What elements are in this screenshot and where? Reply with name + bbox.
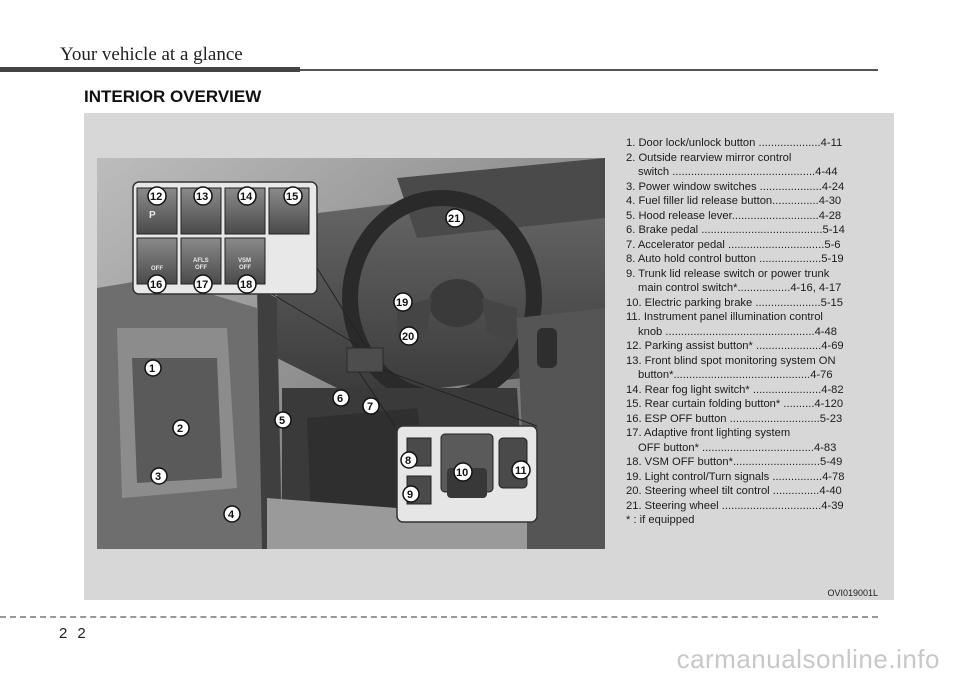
legend-item: 16. ESP OFF button .............................5-23 [626, 412, 843, 425]
header-rule [0, 67, 300, 72]
legend-item: 10. Electric parking brake .....................5-15 [626, 296, 844, 309]
callout-4 [224, 506, 240, 522]
legend-item: 21. Steering wheel ................................4-39 [626, 499, 844, 512]
callout-1 [145, 360, 161, 376]
svg-text:6: 6 [337, 393, 344, 405]
page-number: 22 [59, 625, 96, 642]
legend-item: 20. Steering wheel tilt control ...............4-40 [626, 485, 842, 497]
svg-text:16: 16 [150, 279, 163, 291]
legend-item-continuation: main control switch*.................4-16, 4-17 [638, 282, 842, 294]
svg-text:3: 3 [155, 471, 162, 483]
callout-18 [238, 275, 256, 293]
svg-text:13: 13 [196, 191, 209, 203]
callout-15 [284, 187, 302, 205]
callout-7 [363, 398, 379, 414]
callout-8 [401, 452, 417, 468]
parking-assist-label: P [149, 210, 156, 221]
svg-text:5: 5 [279, 415, 286, 427]
section-title: INTERIOR OVERVIEW [84, 87, 262, 106]
callout-14 [238, 187, 256, 205]
header-rule-thin [300, 69, 878, 71]
legend-item-continuation: knob ................................................4-48 [638, 325, 837, 338]
legend-item: 8. Auto hold control button ....................5-19 [626, 253, 844, 265]
header-title: Your vehicle at a glance [60, 44, 243, 65]
callout-11 [512, 461, 530, 479]
legend-item-continuation: OFF button* ....................................4-83 [638, 441, 837, 454]
legend-item: 1. Door lock/unlock button ....................4-11 [626, 137, 843, 149]
svg-text:9: 9 [407, 489, 414, 501]
callout-19 [394, 293, 412, 311]
legend-item-continuation: button*............................................4-76 [638, 369, 833, 381]
legend-item: 5. Hood release lever............................4-28 [626, 209, 842, 222]
svg-text:15: 15 [286, 191, 299, 203]
callout-6 [333, 390, 349, 406]
svg-text:20: 20 [402, 331, 415, 343]
callout-16 [148, 275, 166, 293]
interior-illustration [97, 158, 605, 549]
vsm-label-1: VSM [238, 258, 252, 264]
legend-item: 4. Fuel filler lid release button...............4-30 [626, 195, 842, 207]
legend-item: 15. Rear curtain folding button* ..........4-120 [626, 398, 844, 410]
legend-item: 14. Rear fog light switch* ......................4-82 [626, 383, 844, 396]
svg-text:17: 17 [196, 279, 209, 291]
svg-text:7: 7 [367, 401, 374, 413]
callout-3 [151, 468, 167, 484]
image-code: OVI019001L [827, 588, 878, 598]
callout-13 [194, 187, 212, 205]
svg-text:11: 11 [515, 465, 527, 477]
legend-item: 3. Power window switches ....................4-24 [626, 180, 845, 193]
legend-item: * : if equipped [626, 514, 695, 526]
legend-item: 13. Front blind spot monitoring system ON [626, 354, 836, 367]
svg-text:1: 1 [149, 363, 156, 375]
legend-item: 9. Trunk lid release switch or power trunk [626, 267, 830, 280]
legend-item: 17. Adaptive front lighting system [626, 427, 791, 439]
svg-text:4: 4 [228, 509, 235, 521]
callout-5 [275, 412, 291, 428]
footer-rule [0, 616, 878, 618]
legend-item: 6. Brake pedal .......................................5-14 [626, 224, 845, 236]
svg-text:19: 19 [396, 297, 409, 309]
legend-item: 11. Instrument panel illumination control [626, 311, 823, 323]
svg-text:12: 12 [150, 191, 163, 203]
callout-10 [454, 463, 472, 481]
svg-text:18: 18 [240, 279, 253, 291]
legend-item: 7. Accelerator pedal ...............................5-6 [626, 238, 841, 251]
vsm-label-2: OFF [239, 265, 251, 271]
svg-text:10: 10 [456, 467, 469, 479]
watermark: carmanualsonline.info [676, 644, 940, 674]
svg-text:2: 2 [177, 423, 184, 435]
svg-text:8: 8 [405, 455, 412, 467]
callout-9 [403, 486, 419, 502]
callout-17 [194, 275, 212, 293]
callout-12 [148, 187, 166, 205]
interior-photo [97, 158, 605, 549]
legend-list [626, 136, 882, 528]
callout-20 [400, 327, 418, 345]
legend-item: 12. Parking assist button* .....................4-69 [626, 340, 844, 352]
svg-text:21: 21 [448, 213, 461, 225]
legend-item: 19. Light control/Turn signals ................4-78 [626, 470, 845, 483]
afls-label-1: AFLS [193, 258, 209, 264]
esp-off-label: OFF [151, 266, 163, 272]
svg-text:14: 14 [240, 191, 253, 203]
legend-item-continuation: switch ..............................................4-44 [638, 166, 838, 178]
legend-item: 2. Outside rearview mirror control [626, 151, 792, 164]
legend-item: 18. VSM OFF button*............................5-49 [626, 456, 843, 468]
callout-21 [446, 209, 464, 227]
callout-2 [173, 420, 189, 436]
afls-label-2: OFF [195, 265, 207, 271]
